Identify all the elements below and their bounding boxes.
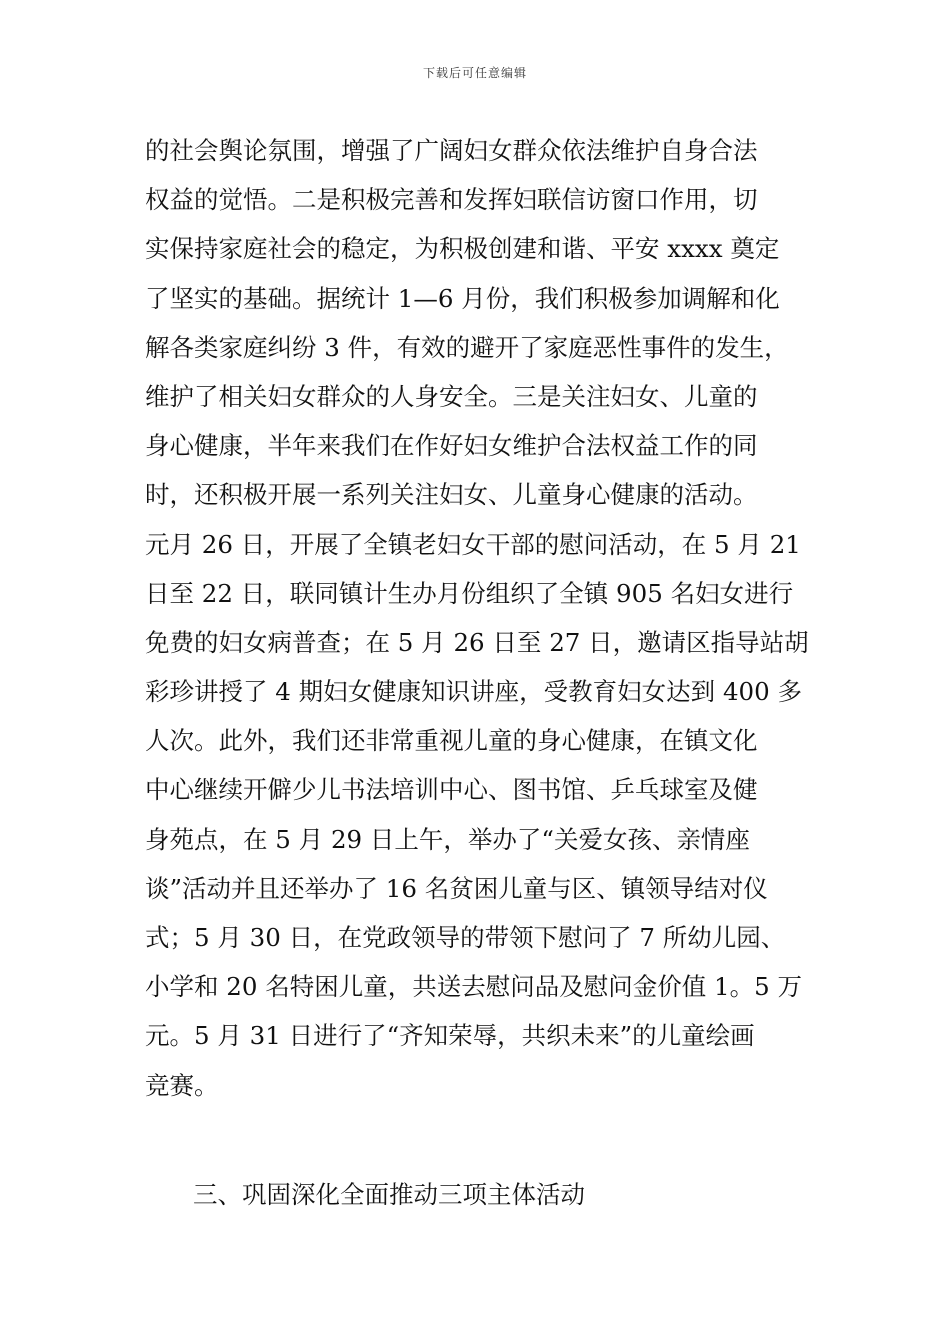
paragraph-line: 小学和 20 名特困儿童，共送去慰问品及慰问金价值 1。5 万 [145,972,802,1002]
page-header: 下载后可任意编辑 [422,66,527,80]
paragraph-line: 彩珍讲授了 4 期妇女健康知识讲座，受教育妇女达到 400 多 [145,677,802,707]
paragraph-line: 实保持家庭社会的稳定，为积极创建和谐、平安 xxxx 奠定 [145,234,780,264]
paragraph-line: 式；5 月 30 日，在党政领导的带领下慰问了 7 所幼儿园、 [145,923,786,952]
paragraph-line: 免费的妇女病普查；在 5 月 26 日至 27 日，邀请区指导站胡 [145,627,809,657]
body-paragraph [145,126,825,1110]
paragraph-line: 元。5 月 31 日进行了“齐知荣辱，共织未来”的儿童绘画 [145,1021,755,1051]
paragraph-line: 人次。此外，我们还非常重视儿童的身心健康，在镇文化 [145,726,758,756]
paragraph-line: 维护了相关妇女群众的人身安全。三是关注妇女、儿童的 [145,381,758,411]
paragraph-line: 解各类家庭纠纷 3 件，有效的避开了家庭恶性事件的发生， [145,332,789,362]
paragraph-line: 的社会舆论氛围，增强了广阔妇女群众依法维护自身合法 [145,136,758,165]
paragraph-line: 中心继续开僻少儿书法培训中心、图书馆、乒乓球室及健 [145,775,758,805]
paragraph-line: 了坚实的基础。据统计 1—6 月份，我们积极参加调解和化 [145,283,780,313]
paragraph-line: 时，还积极开展一系列关注妇女、儿童身心健康的活动。 [145,480,758,510]
paragraph-line: 日至 22 日，联同镇计生办月份组织了全镇 905 名妇女进行 [145,578,794,608]
paragraph-line: 身苑点，在 5 月 29 日上午，举办了“关爱女孩、亲情座 [145,824,750,854]
section-heading: 三、巩固深化全面推动三项主体活动 [193,1180,585,1209]
paragraph-line: 谈”活动并且还举办了 16 名贫困儿童与区、镇领导结对仪 [145,873,768,903]
paragraph-line: 元月 26 日，开展了全镇老妇女干部的慰问活动，在 5 月 21 [145,529,801,559]
paragraph-line: 权益的觉悟。二是积极完善和发挥妇联信访窗口作用，切 [145,185,758,215]
paragraph-line: 身心健康，半年来我们在作好妇女维护合法权益工作的同 [145,431,758,461]
paragraph-line: 竞赛。 [145,1070,219,1100]
